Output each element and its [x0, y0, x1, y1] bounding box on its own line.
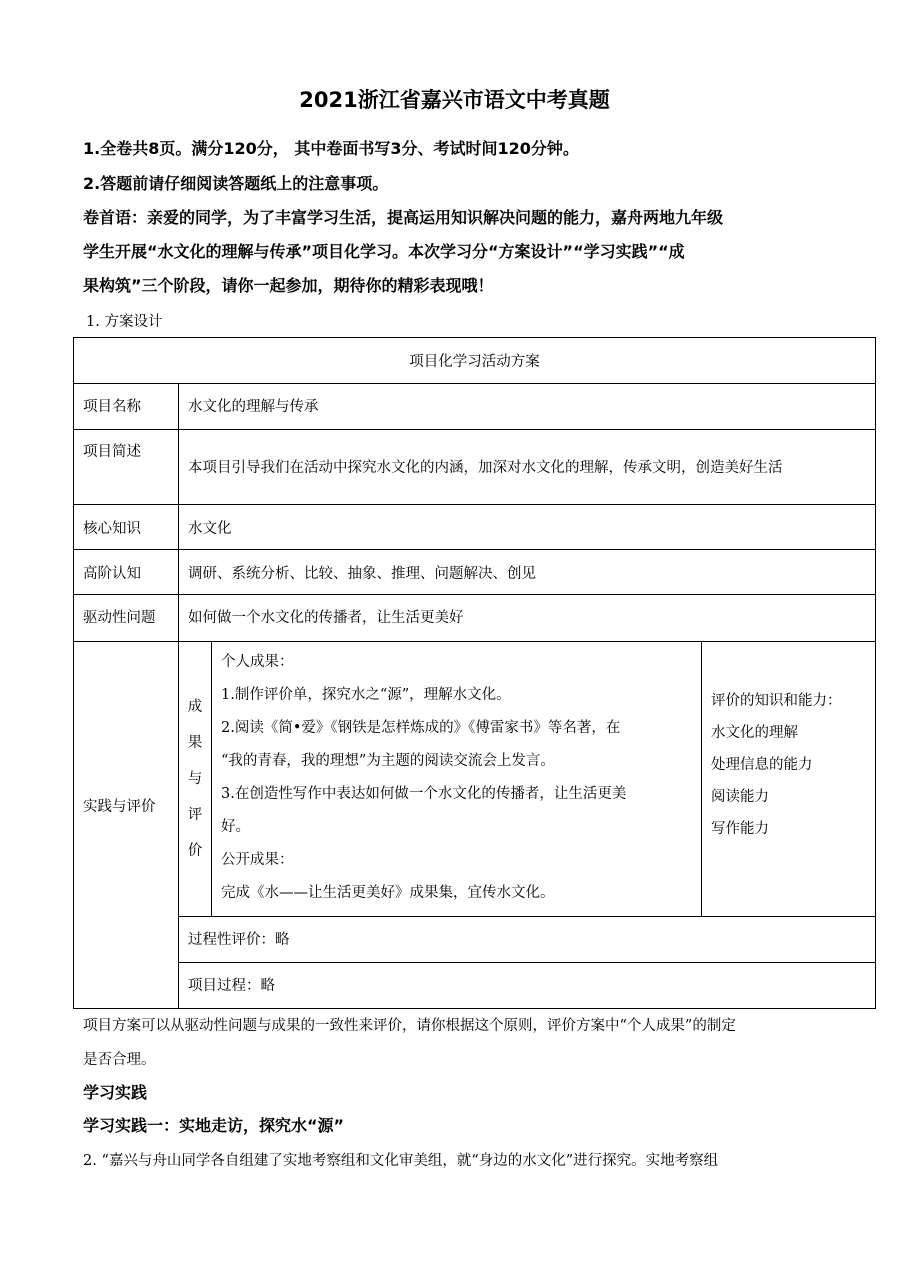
vertical-char: 与 — [187, 771, 203, 787]
vertical-char: 价 — [187, 843, 203, 859]
row-label-core: 核心知识 — [74, 505, 179, 550]
note-2: 2.答题前请仔细阅读答题纸上的注意事项。 — [83, 174, 389, 193]
page-title: 2021浙江省嘉兴市语文中考真题 — [299, 88, 610, 112]
results-line: “我的青春，我的理想”为主题的阅读交流会上发言。 — [221, 753, 555, 769]
results-eval-vertical — [179, 642, 212, 917]
eval-line: 水文化的理解 — [711, 725, 798, 741]
results-line: 个人成果： — [221, 654, 294, 670]
results-line: 1.制作评价单，探究水之“源”，理解水文化。 — [221, 687, 511, 703]
results-line: 公开成果： — [221, 852, 294, 868]
intro-line-1: 卷首语：亲爱的同学，为了丰富学习生活，提高运用知识解决问题的能力，嘉舟两地九年级 — [83, 208, 724, 227]
results-line: 2.阅读《简•爱》《钢铁是怎样炼成的》《傅雷家书》等名著，在 — [221, 720, 621, 736]
project-process: 项目过程：略 — [179, 963, 876, 1009]
row-value-summary: 本项目引导我们在活动中探究水文化的内涵，加深对水文化的理解，传承文明，创造美好生活 — [179, 430, 876, 505]
after-table-line-2: 是否合理。 — [83, 1052, 156, 1068]
subsection-title: 学习实践一：实地走访，探究水“源” — [83, 1116, 345, 1135]
row-value-name: 水文化的理解与传承 — [179, 384, 876, 430]
eval-line: 阅读能力 — [711, 789, 769, 805]
vertical-char: 成 — [187, 699, 203, 715]
results-line: 3.在创造性写作中表达如何做一个水文化的传播者，让生活更美 — [221, 786, 627, 802]
question-1-label: 1. 方案设计 — [86, 314, 163, 330]
row-label-name: 项目名称 — [74, 384, 179, 430]
evaluation-cell — [702, 642, 876, 917]
row-label-driving: 驱动性问题 — [74, 595, 179, 642]
eval-line: 处理信息的能力 — [711, 757, 813, 773]
row-label-practice: 实践与评价 — [74, 642, 179, 1009]
row-label-summary: 项目简述 — [74, 430, 179, 505]
row-value-driving: 如何做一个水文化的传播者，让生活更美好 — [179, 595, 876, 642]
vertical-char: 果 — [187, 735, 203, 751]
results-line: 完成《水——让生活更美好》成果集，宜传水文化。 — [221, 885, 555, 901]
row-label-cognition: 高阶认知 — [74, 550, 179, 595]
section-title: 学习实践 — [83, 1083, 148, 1102]
eval-line: 评价的知识和能力： — [711, 693, 842, 709]
row-value-core: 水文化 — [179, 505, 876, 550]
intro-line-2: 学生开展“水文化的理解与传承”项目化学习。本次学习分“方案设计”“学习实践”“成 — [83, 242, 685, 261]
vertical-char: 评 — [187, 807, 203, 823]
plan-table — [73, 337, 876, 1009]
results-line: 好。 — [221, 819, 250, 835]
intro-line-3: 果构筑”三个阶段，请你一起参加，期待你的精彩表现哦！ — [83, 276, 494, 295]
results-cell — [212, 642, 702, 917]
table-header: 项目化学习活动方案 — [74, 338, 876, 384]
eval-line: 写作能力 — [711, 821, 769, 837]
process-eval: 过程性评价：略 — [179, 917, 876, 963]
row-value-cognition: 调研、系统分析、比较、抽象、推理、问题解决、创见 — [179, 550, 876, 595]
after-table-line-1: 项目方案可以从驱动性问题与成果的一致性来评价，请你根据这个原则，评价方案中“个人成果”的制定 — [83, 1018, 736, 1034]
question-2-text: 2. “嘉兴与舟山同学各自组建了实地考察组和文化审美组，就“身边的水文化”进行探究。实地考察组 — [83, 1153, 719, 1169]
note-1: 1.全卷共8页。满分120分， 其中卷面书写3分、考试时间120分钟。 — [83, 139, 579, 158]
